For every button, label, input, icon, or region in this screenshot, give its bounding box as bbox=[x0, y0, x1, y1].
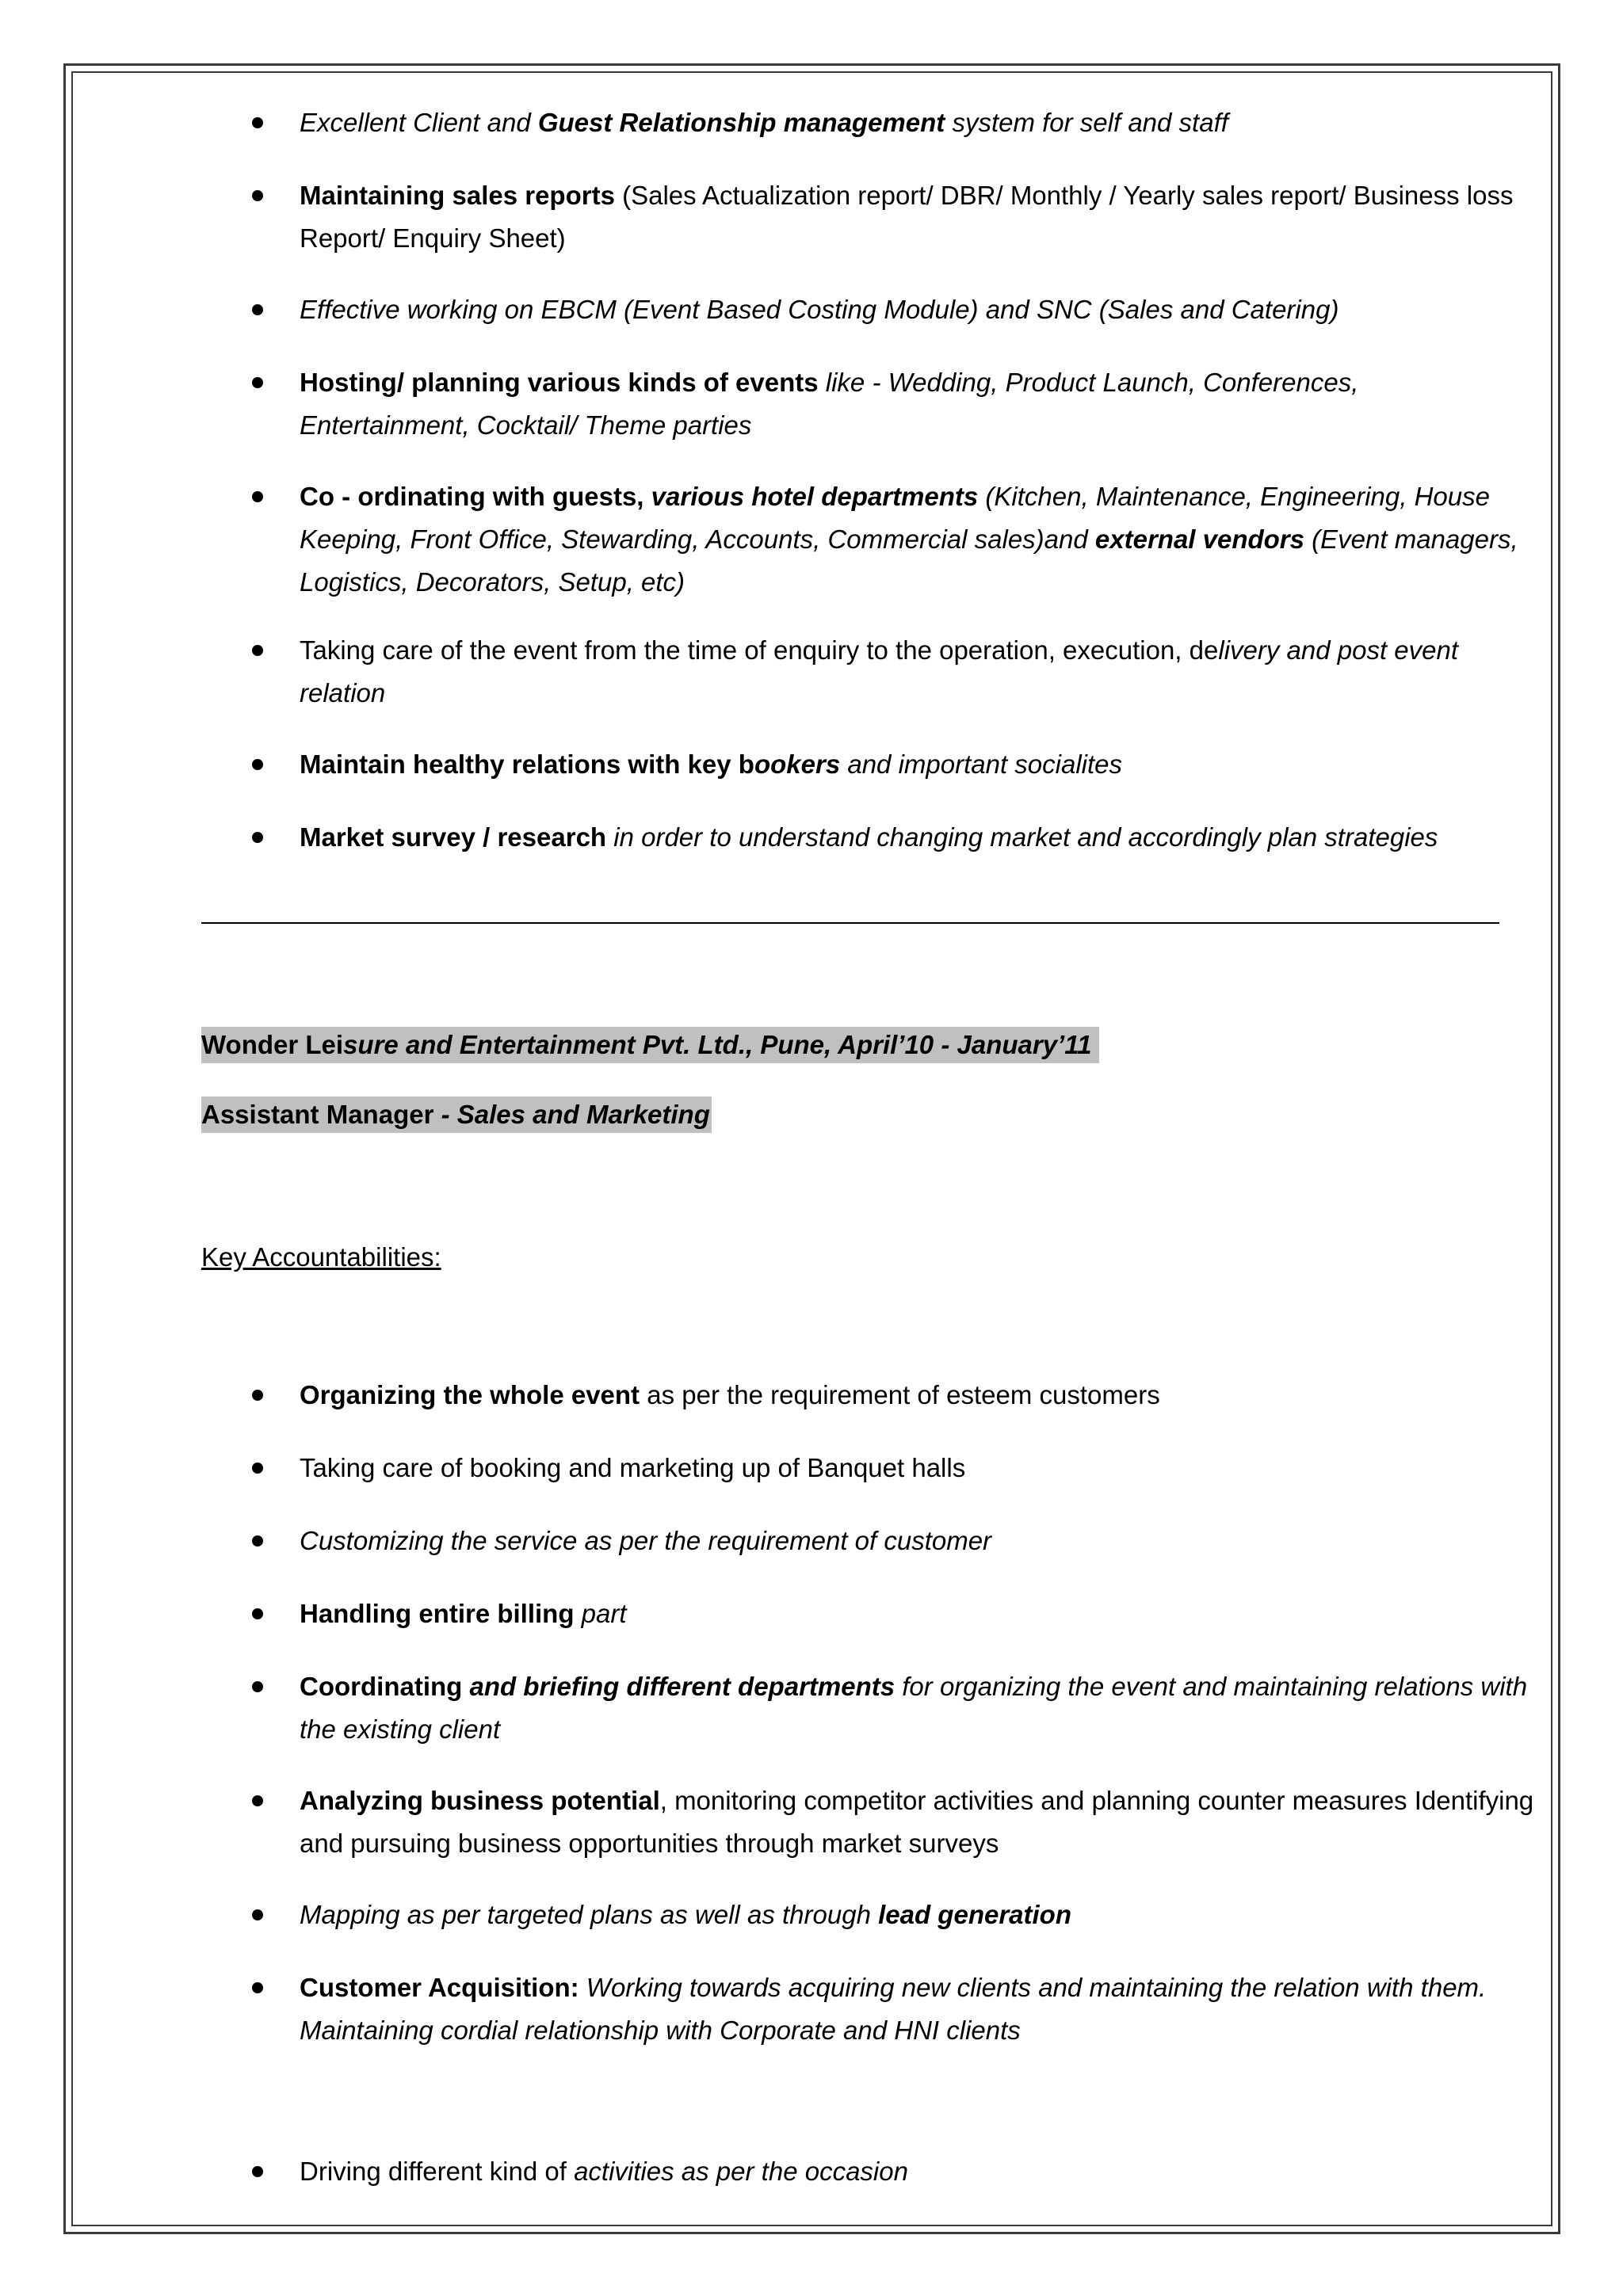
bullet-icon bbox=[252, 377, 263, 388]
bullet-icon bbox=[252, 1390, 263, 1401]
role-heading bbox=[201, 1097, 712, 1133]
text-run: like - Wedding, Product Launch, Conferences, Entertainment, Cocktail/ Theme parties bbox=[300, 368, 1359, 440]
bullet-icon bbox=[252, 117, 263, 128]
text-run: Customer Acquisition: bbox=[300, 1973, 579, 2002]
text-run: Hosting/ planning various kinds of events bbox=[300, 368, 819, 397]
bullet-icon bbox=[252, 190, 263, 201]
text-run: ookers bbox=[754, 749, 841, 779]
text-run: various hotel departments bbox=[651, 482, 979, 511]
text-run: Working towards acquiring new clients and maintaining the relation with them. Maintaining cordial relationship with Corporate and HNI clients bbox=[300, 1973, 1487, 2045]
list-item-text bbox=[300, 288, 1536, 331]
text-run: Taking care of booking and marketing up of Banquet halls bbox=[300, 1453, 966, 1482]
text-run: system for self and staff bbox=[945, 108, 1228, 137]
text-run: Coordinating bbox=[300, 1672, 470, 1701]
text-run: (Event managers, Logistics, Decorators, Setup, etc) bbox=[300, 524, 1518, 597]
bullet-icon bbox=[252, 832, 263, 843]
text-run: as per the requirement of esteem customers bbox=[640, 1380, 1160, 1409]
list-item-text bbox=[300, 1374, 1536, 1417]
bullet-icon bbox=[252, 1535, 263, 1547]
list-item-text bbox=[300, 1520, 1536, 1562]
list-item-text bbox=[300, 1447, 1536, 1489]
text-run: external vendors bbox=[1094, 524, 1305, 554]
company-name-italic: sure and Entertainment Pvt. Ltd., Pune, April’10 - January’11 bbox=[343, 1030, 1092, 1059]
text-run: Organizing the whole event bbox=[300, 1380, 640, 1409]
bullet-icon bbox=[252, 1982, 263, 1993]
list-item-text bbox=[300, 629, 1536, 715]
list-item-text bbox=[300, 1966, 1536, 2052]
text-run: for organizing the event and maintaining relations with the existing client bbox=[300, 1672, 1528, 1744]
text-run: (Sales Actualization report/ DBR/ Monthly / Yearly sales report/ Business loss Report/ Enquiry Sheet) bbox=[300, 181, 1514, 253]
list-item-text bbox=[300, 101, 1536, 144]
bullet-icon bbox=[252, 2166, 263, 2177]
text-run: Maintaining sales reports bbox=[300, 181, 615, 210]
text-run: Excellent Client and bbox=[300, 108, 538, 137]
text-run: , monitoring competitor activities and planning counter measures Identifying and pursuing business opportunities through market surveys bbox=[300, 1786, 1534, 1858]
list-item-text bbox=[300, 1894, 1536, 1936]
text-run: (Kitchen, Maintenance, Engineering, House Keeping, Front Office, Stewarding, Accounts, Commercial sales)and bbox=[300, 482, 1490, 554]
bullet-icon bbox=[252, 1681, 263, 1692]
list-item-text bbox=[300, 1592, 1536, 1635]
text-run: lead generation bbox=[878, 1900, 1071, 1929]
bullet-icon bbox=[252, 1608, 263, 1619]
list-item-text bbox=[300, 816, 1536, 859]
text-run: and important socialites bbox=[840, 749, 1123, 779]
bullet-icon bbox=[252, 1795, 263, 1806]
text-run: Maintain healthy relations with key b bbox=[300, 749, 754, 779]
text-run: Effective working on EBCM (Event Based Costing Module) and SNC (Sales and Catering) bbox=[300, 295, 1339, 324]
list-item-text bbox=[300, 1665, 1536, 1751]
list-item-text bbox=[300, 475, 1536, 604]
role-title-plain: Assistant Manager bbox=[201, 1100, 434, 1129]
text-run: Customizing the service as per the requirement of customer bbox=[300, 1526, 992, 1555]
list-item-text bbox=[300, 2150, 1536, 2193]
company-name-plain: Wonder Lei bbox=[201, 1030, 344, 1059]
bullet-icon bbox=[252, 491, 263, 502]
list-item-text bbox=[300, 743, 1536, 786]
section-divider bbox=[201, 922, 1499, 924]
bullet-icon bbox=[252, 1463, 263, 1474]
list-item-text bbox=[300, 174, 1536, 260]
text-run: Analyzing business potential bbox=[300, 1786, 660, 1815]
key-accountabilities-heading: Key Accountabilities: bbox=[201, 1242, 441, 1272]
bullet-icon bbox=[252, 1909, 263, 1920]
bullet-icon bbox=[252, 304, 263, 315]
text-run: Taking care of the event from the time of enquiry to the operation, execution, de bbox=[300, 635, 1219, 665]
list-item-text bbox=[300, 1779, 1536, 1865]
bullet-icon bbox=[252, 645, 263, 656]
text-run: Guest Relationship management bbox=[537, 108, 945, 137]
text-run: Handling entire billing bbox=[300, 1599, 575, 1628]
text-run: Driving different kind of bbox=[300, 2157, 575, 2186]
text-run: and briefing different departments bbox=[469, 1672, 896, 1701]
role-title-italic: - Sales and Marketing bbox=[433, 1100, 710, 1129]
text-run: livery and post event relation bbox=[300, 635, 1459, 707]
list-item-text bbox=[300, 361, 1536, 447]
text-run: part bbox=[574, 1599, 627, 1628]
text-run: activities as per the occasion bbox=[574, 2157, 908, 2186]
text-run: Mapping as per targeted plans as well as through bbox=[300, 1900, 879, 1929]
bullet-icon bbox=[252, 759, 263, 770]
company-heading bbox=[201, 1027, 1099, 1063]
text-run: in order to understand changing market and accordingly plan strategies bbox=[606, 822, 1438, 852]
text-run: Market survey / research bbox=[300, 822, 607, 852]
text-run: Co - ordinating with guests, bbox=[300, 482, 651, 511]
